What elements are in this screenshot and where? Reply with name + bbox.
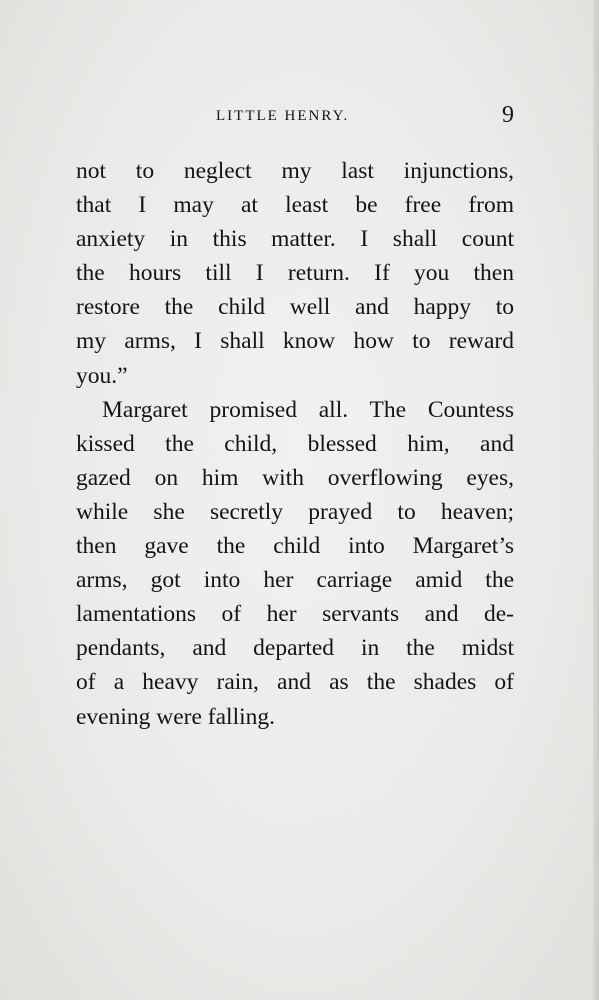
running-title: LITTLE HENRY. [216, 108, 350, 124]
text-line: while she secretly prayed to heaven; [76, 498, 514, 525]
running-head [76, 104, 516, 128]
text-line: arms, got into her carriage amid the [76, 567, 514, 594]
paragraph-start-line: Margaret promised all. The Countess [102, 396, 514, 423]
text-line: my arms, I shall know how to reward [76, 328, 514, 355]
text-line: the hours till I return. If you then [76, 260, 514, 287]
text-line: not to neglect my last injunctions, [76, 158, 514, 184]
text-line: anxiety in this matter. I shall count [76, 226, 514, 253]
text-line: that I may at least be free from [76, 192, 514, 219]
text-line: of a heavy rain, and as the shades of [76, 669, 514, 696]
text-line: restore the child well and happy to [76, 294, 514, 321]
body-text [76, 154, 514, 734]
text-line: then gave the child into Margaret’s [76, 533, 514, 560]
text-line: pendants, and departed in the midst [76, 635, 514, 662]
page-edge [593, 0, 599, 1000]
text-line: lamentations of her servants and de- [76, 601, 514, 628]
page-number: 9 [502, 102, 514, 128]
text-line: gazed on him with overflowing eyes, [76, 464, 514, 491]
text-line: kissed the child, blessed him, and [76, 430, 514, 457]
text-line: evening were falling. [76, 703, 276, 730]
text-line: you.” [76, 362, 128, 389]
